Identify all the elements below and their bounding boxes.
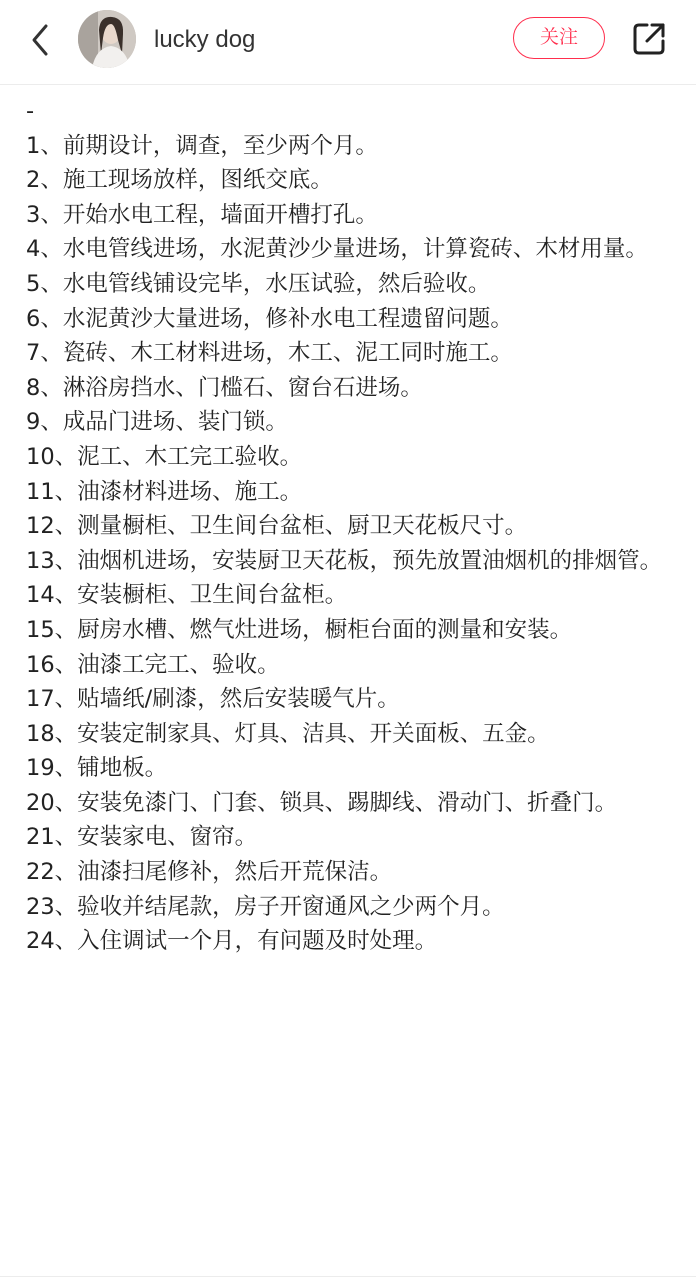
author-name[interactable]: lucky dog <box>154 26 256 53</box>
chevron-left-icon <box>22 20 62 60</box>
note-line-5: 5、水电管线铺设完毕，水压试验，然后验收。 <box>26 270 491 297</box>
note-line-14: 14、安装橱柜、卫生间台盆柜。 <box>26 582 348 609</box>
share-button[interactable] <box>630 20 668 58</box>
note-line-21: 21、安装家电、窗帘。 <box>26 824 258 851</box>
avatar[interactable] <box>78 10 136 68</box>
note-line-23: 23、验收并结尾款，房子开窗通风之少两个月。 <box>26 893 505 920</box>
note-line-17: 17、贴墙纸/刷漆，然后安装暖气片。 <box>26 686 400 713</box>
back-button[interactable] <box>22 20 62 60</box>
note-line-6: 6、水泥黄沙大量进场，修补水电工程遗留问题。 <box>26 305 513 332</box>
follow-button[interactable]: 关注 <box>513 17 605 59</box>
note-line-12: 12、测量橱柜、卫生间台盆柜、厨卫天花板尺寸。 <box>26 513 528 540</box>
note-line-24: 24、入住调试一个月，有问题及时处理。 <box>26 928 438 955</box>
bottom-divider <box>0 1276 696 1277</box>
note-line-16: 16、油漆工完工、验收。 <box>26 651 280 678</box>
top-bar <box>0 0 696 85</box>
note-line-2: 2、施工现场放样，图纸交底。 <box>26 167 333 194</box>
note-line-3: 3、开始水电工程，墙面开槽打孔。 <box>26 201 378 228</box>
note-line-18: 18、安装定制家具、灯具、洁具、开关面板、五金。 <box>26 720 550 747</box>
note-content <box>26 94 674 959</box>
share-icon <box>630 20 668 58</box>
note-line-dash: - <box>26 98 35 124</box>
note-line-22: 22、油漆扫尾修补，然后开荒保洁。 <box>26 859 393 886</box>
note-line-7: 7、瓷砖、木工材料进场，木工、泥工同时施工。 <box>26 340 513 367</box>
note-line-11: 11、油漆材料进场、施工。 <box>26 478 303 505</box>
avatar-photo <box>78 10 136 68</box>
note-line-1: 1、前期设计，调查，至少两个月。 <box>26 132 378 159</box>
note-line-13: 13、油烟机进场，安装厨卫天花板，预先放置油烟机的排烟管。 <box>26 547 663 574</box>
note-line-15: 15、厨房水槽、燃气灶进场，橱柜台面的测量和安装。 <box>26 616 573 643</box>
note-line-9: 9、成品门进场、装门锁。 <box>26 409 288 436</box>
note-line-8: 8、淋浴房挡水、门槛石、窗台石进场。 <box>26 374 423 401</box>
note-line-4: 4、水电管线进场，水泥黄沙少量进场，计算瓷砖、木材用量。 <box>26 236 648 263</box>
note-line-19: 19、铺地板。 <box>26 755 168 782</box>
note-line-10: 10、泥工、木工完工验收。 <box>26 443 303 470</box>
note-line-20: 20、安装免漆门、门套、锁具、踢脚线、滑动门、折叠门。 <box>26 789 618 816</box>
